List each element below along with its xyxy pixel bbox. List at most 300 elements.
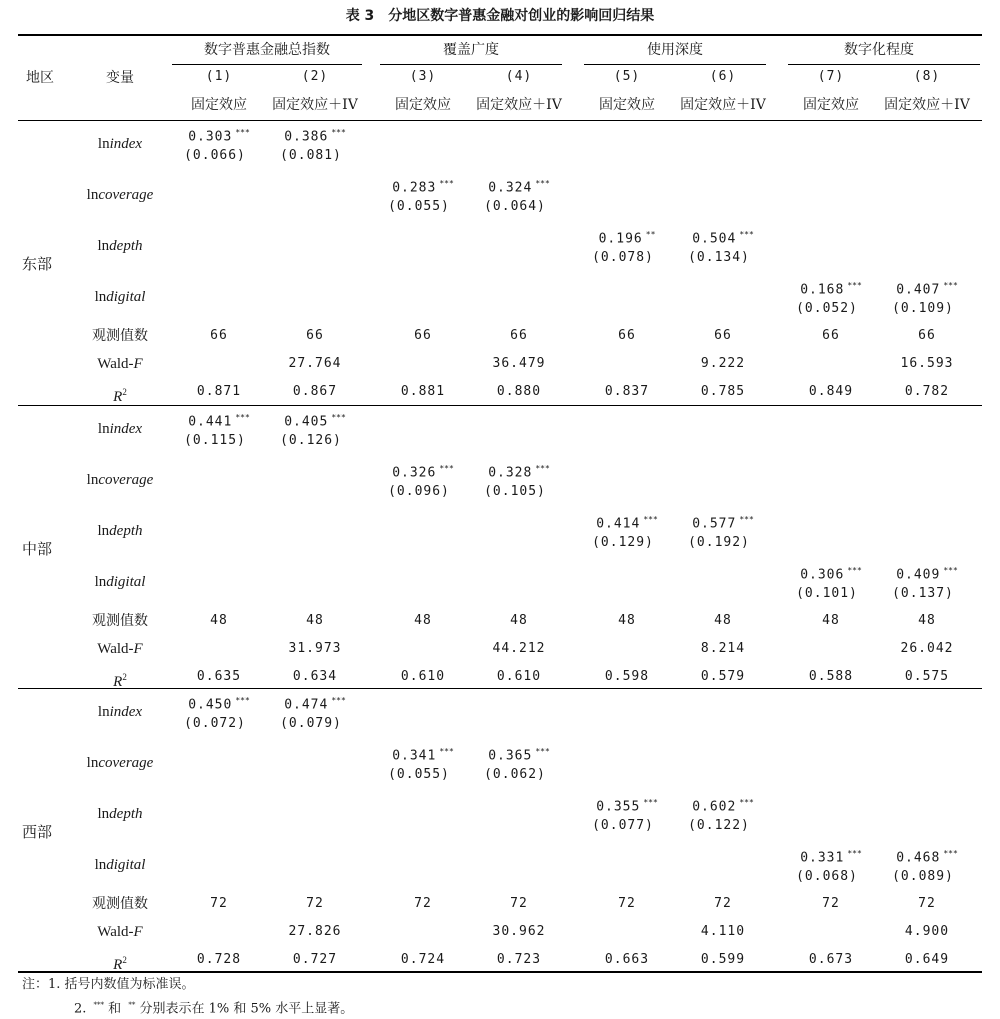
column-number-label: (3): [409, 69, 437, 84]
standard-error: [160, 715, 270, 733]
ln-prefix: ln: [94, 574, 107, 590]
coefficient-value: 0.450: [188, 697, 233, 713]
variable-digital: [60, 856, 180, 874]
observations-value: 72: [918, 896, 936, 911]
significance-stars: ***: [847, 281, 862, 290]
column-method-label: 固定效应: [803, 97, 859, 113]
coefficient-value: 0.414: [596, 516, 641, 532]
coefficient: [464, 743, 574, 765]
coefficient: [260, 409, 370, 431]
label-observations: [60, 327, 180, 345]
label-observations: [60, 612, 180, 630]
group-header-4: [779, 41, 979, 59]
significance-stars: ***: [535, 464, 550, 473]
header-variable: [80, 69, 160, 87]
coefficient: [260, 124, 370, 146]
r-squared-cell: [678, 383, 768, 401]
r-superscript: 2: [122, 672, 127, 682]
wald-f-cell: [474, 923, 564, 941]
r-squared-cell: [474, 383, 564, 401]
column-method-7: [776, 96, 886, 114]
note-prefix: 2.: [74, 1001, 91, 1017]
coefficient: [668, 511, 778, 533]
column-number-5: [582, 68, 672, 86]
column-method-label: 固定效应＋IV: [476, 97, 562, 113]
header-region: [10, 69, 70, 87]
column-number-label: (2): [301, 69, 329, 84]
wald-f-value: 44.212: [492, 641, 546, 656]
variable-coverage: [60, 186, 180, 204]
r-squared-value: 0.663: [604, 952, 650, 967]
coefficient: [776, 277, 886, 299]
standard-error: [460, 766, 570, 784]
wald-f-cell: [882, 355, 972, 373]
standard-error-value: (0.064): [484, 199, 546, 214]
observations-value: 66: [210, 328, 228, 343]
observations-cell: [270, 612, 360, 630]
r-squared-value: 0.727: [292, 952, 338, 967]
coefficient-value: 0.409: [896, 567, 941, 583]
variable-depth: [60, 805, 180, 823]
wald-f-value: 36.479: [492, 356, 546, 371]
r-squared-value: 0.871: [196, 384, 242, 399]
standard-error-value: (0.096): [388, 484, 450, 499]
variable-digital: [60, 573, 180, 591]
observations-value: 72: [822, 896, 840, 911]
significance-stars: ***: [943, 281, 958, 290]
variable-digital: [60, 288, 180, 306]
significance-stars: ***: [739, 798, 754, 807]
standard-error: [256, 715, 366, 733]
r-squared-cell: [786, 383, 876, 401]
wald-f-value: 4.110: [700, 924, 746, 939]
significance-stars: ***: [235, 696, 250, 705]
header-region-label: 地区: [26, 70, 54, 86]
standard-error-value: (0.068): [796, 869, 858, 884]
variable-name: index: [109, 136, 143, 152]
observations-value: 48: [822, 613, 840, 628]
significance-stars: ***: [235, 413, 250, 422]
coefficient-value: 0.441: [188, 414, 233, 430]
r-squared-cell: [882, 383, 972, 401]
r-squared-value: 0.610: [496, 669, 542, 684]
column-number-label: (6): [709, 69, 737, 84]
column-method-label: 固定效应: [191, 97, 247, 113]
observations-cell: [786, 895, 876, 913]
standard-error: [256, 147, 366, 165]
observations-value: 72: [306, 896, 324, 911]
note-line-1: [22, 976, 195, 994]
region-name: 西部: [22, 823, 53, 841]
standard-error-value: (0.062): [484, 767, 546, 782]
standard-error-value: (0.126): [280, 433, 342, 448]
column-method-5: [572, 96, 682, 114]
observations-cell: [786, 612, 876, 630]
observations-value: 66: [822, 328, 840, 343]
significance-stars: ***: [331, 128, 346, 137]
observations-cell: [882, 327, 972, 345]
label-wald-f: [60, 923, 180, 941]
observations-cell: [582, 327, 672, 345]
table-title: 表 3 分地区数字普惠金融对创业的影响回归结果: [345, 8, 655, 24]
ln-prefix: ln: [97, 523, 110, 539]
group-label: 使用深度: [647, 42, 703, 58]
coefficient: [164, 124, 274, 146]
variable-depth: [60, 522, 180, 540]
observations-value: 48: [210, 613, 228, 628]
observations-cell: [474, 612, 564, 630]
significance-stars: ***: [535, 179, 550, 188]
wald-f-letter: F: [133, 924, 143, 940]
column-method-4: [464, 96, 574, 114]
observations-cell: [882, 612, 972, 630]
standard-error-value: (0.137): [892, 586, 954, 601]
r-squared-value: 0.723: [496, 952, 542, 967]
column-method-1: [164, 96, 274, 114]
variable-name: depth: [109, 238, 143, 254]
observations-value: 48: [414, 613, 432, 628]
r-squared-value: 0.782: [904, 384, 950, 399]
coefficient-value: 0.328: [488, 465, 533, 481]
variable-name: index: [109, 421, 143, 437]
r-squared-cell: [270, 668, 360, 686]
standard-error: [772, 585, 882, 603]
wald-f-value: 27.764: [288, 356, 342, 371]
wald-f-value: 26.042: [900, 641, 954, 656]
observations-value: 66: [918, 328, 936, 343]
standard-error: [568, 534, 678, 552]
observations-cell: [582, 612, 672, 630]
ln-prefix: ln: [94, 289, 107, 305]
standard-error-value: (0.079): [280, 716, 342, 731]
r-squared-value: 0.635: [196, 669, 242, 684]
observations-cell: [174, 895, 264, 913]
coefficient: [572, 511, 682, 533]
coefficient: [572, 226, 682, 248]
wald-f-value: 9.222: [700, 356, 746, 371]
standard-error: [460, 198, 570, 216]
standard-error-value: (0.078): [592, 250, 654, 265]
coefficient-value: 0.365: [488, 748, 533, 764]
r-squared-cell: [174, 951, 264, 969]
wald-f-cell: [270, 923, 360, 941]
observations-value: 66: [510, 328, 528, 343]
significance-stars: ***: [739, 230, 754, 239]
significance-stars: **: [645, 230, 656, 239]
region-label: [22, 821, 52, 842]
wald-f-cell: [270, 355, 360, 373]
coefficient: [368, 175, 478, 197]
variable-name: depth: [109, 806, 143, 822]
coefficient-value: 0.407: [896, 282, 941, 298]
observations-value: 72: [414, 896, 432, 911]
coefficient: [668, 794, 778, 816]
coefficient-value: 0.355: [596, 799, 641, 815]
observations-cell: [678, 327, 768, 345]
r-squared-value: 0.610: [400, 669, 446, 684]
significance-stars: ***: [847, 849, 862, 858]
coefficient: [164, 409, 274, 431]
observations-cell: [882, 895, 972, 913]
group-header-2: [371, 41, 571, 59]
significance-stars: ***: [331, 696, 346, 705]
column-number-2: [270, 68, 360, 86]
r-squared-cell: [786, 668, 876, 686]
column-method-2: [260, 96, 370, 114]
ln-prefix: ln: [97, 421, 110, 437]
r-squared-value: 0.599: [700, 952, 746, 967]
wald-prefix: Wald-: [97, 356, 134, 372]
wald-f-value: 31.973: [288, 641, 342, 656]
significance-stars: ***: [739, 515, 754, 524]
wald-f-cell: [882, 640, 972, 658]
standard-error: [160, 147, 270, 165]
significance-stars: ***: [439, 747, 454, 756]
ln-prefix: ln: [97, 136, 110, 152]
observations-cell: [474, 895, 564, 913]
significance-stars: ***: [847, 566, 862, 575]
significance-stars: ***: [535, 747, 550, 756]
observations-value: 48: [618, 613, 636, 628]
coefficient: [872, 277, 982, 299]
coefficient: [872, 562, 982, 584]
group-header-1: [167, 41, 367, 59]
r-letter: R: [113, 389, 123, 405]
group-underline-4: [788, 64, 980, 65]
significance-stars: ***: [235, 128, 250, 137]
coefficient: [572, 794, 682, 816]
variable-name: coverage: [98, 472, 154, 488]
r-squared-cell: [582, 383, 672, 401]
column-method-label: 固定效应＋IV: [680, 97, 766, 113]
observations-value: 66: [714, 328, 732, 343]
coefficient-value: 0.504: [692, 231, 737, 247]
r-squared-value: 0.837: [604, 384, 650, 399]
group-underline-3: [584, 64, 766, 65]
r-squared-value: 0.634: [292, 669, 338, 684]
r-squared-cell: [378, 951, 468, 969]
significance-stars: ***: [331, 413, 346, 422]
label-r-squared: [60, 951, 180, 974]
standard-error-value: (0.122): [688, 818, 750, 833]
observations-label: 观测值数: [92, 613, 148, 629]
column-number-8: [882, 68, 972, 86]
r-squared-value: 0.673: [808, 952, 854, 967]
standard-error: [868, 868, 978, 886]
coefficient: [164, 692, 274, 714]
significance-stars: ***: [643, 515, 658, 524]
observations-cell: [474, 327, 564, 345]
ln-prefix: ln: [94, 857, 107, 873]
wald-f-value: 4.900: [904, 924, 950, 939]
column-number-3: [378, 68, 468, 86]
r-squared-cell: [378, 668, 468, 686]
region-name: 中部: [22, 540, 53, 558]
column-number-label: (8): [913, 69, 941, 84]
standard-error-value: (0.089): [892, 869, 954, 884]
significance-stars: ***: [943, 566, 958, 575]
r-squared-value: 0.575: [904, 669, 950, 684]
wald-f-cell: [474, 355, 564, 373]
observations-value: 72: [618, 896, 636, 911]
observations-value: 72: [210, 896, 228, 911]
standard-error: [868, 300, 978, 318]
group-label: 数字普惠金融总指数: [204, 42, 330, 58]
column-number-label: (1): [205, 69, 233, 84]
coefficient-value: 0.168: [800, 282, 845, 298]
r-letter: R: [113, 957, 123, 973]
column-method-label: 固定效应＋IV: [884, 97, 970, 113]
coefficient: [464, 175, 574, 197]
observations-cell: [378, 327, 468, 345]
observations-value: 66: [306, 328, 324, 343]
variable-name: digital: [106, 289, 146, 305]
wald-f-cell: [678, 923, 768, 941]
standard-error-value: (0.109): [892, 301, 954, 316]
column-number-label: (7): [817, 69, 845, 84]
column-method-8: [872, 96, 982, 114]
label-wald-f: [60, 640, 180, 658]
group-underline-2: [380, 64, 562, 65]
coefficient: [260, 692, 370, 714]
standard-error: [364, 766, 474, 784]
r-letter: R: [113, 674, 123, 690]
group-label: 覆盖广度: [443, 42, 499, 58]
column-number-6: [678, 68, 768, 86]
variable-depth: [60, 237, 180, 255]
coefficient-value: 0.306: [800, 567, 845, 583]
wald-f-cell: [882, 923, 972, 941]
observations-value: 72: [714, 896, 732, 911]
note-text-1: 注：1. 括号内数值为标准误。: [22, 977, 195, 992]
standard-error: [568, 817, 678, 835]
coefficient-value: 0.331: [800, 850, 845, 866]
note-mid: 和: [104, 1001, 126, 1017]
standard-error: [460, 483, 570, 501]
standard-error: [664, 817, 774, 835]
r-squared-cell: [474, 951, 564, 969]
coefficient: [872, 845, 982, 867]
region-label: [22, 253, 52, 274]
observations-label: 观测值数: [92, 896, 148, 912]
ln-prefix: ln: [86, 187, 99, 203]
standard-error: [256, 432, 366, 450]
column-method-label: 固定效应＋IV: [272, 97, 358, 113]
r-superscript: 2: [122, 387, 127, 397]
standard-error-value: (0.134): [688, 250, 750, 265]
standard-error: [664, 249, 774, 267]
observations-cell: [678, 612, 768, 630]
standard-error: [868, 585, 978, 603]
group-header-3: [575, 41, 775, 59]
column-method-label: 固定效应: [395, 97, 451, 113]
standard-error-value: (0.192): [688, 535, 750, 550]
ln-prefix: ln: [97, 238, 110, 254]
observations-value: 48: [714, 613, 732, 628]
label-r-squared: [60, 668, 180, 691]
coefficient: [668, 226, 778, 248]
observations-cell: [582, 895, 672, 913]
coefficient-value: 0.405: [284, 414, 329, 430]
observations-value: 66: [618, 328, 636, 343]
standard-error-value: (0.052): [796, 301, 858, 316]
observations-cell: [786, 327, 876, 345]
r-squared-value: 0.880: [496, 384, 542, 399]
note-star-3: ***: [93, 1001, 105, 1009]
label-r-squared: [60, 383, 180, 406]
standard-error-value: (0.055): [388, 767, 450, 782]
coefficient-value: 0.196: [598, 231, 643, 247]
r-squared-cell: [174, 383, 264, 401]
significance-stars: ***: [439, 179, 454, 188]
r-squared-cell: [474, 668, 564, 686]
standard-error-value: (0.066): [184, 148, 246, 163]
variable-name: index: [109, 704, 143, 720]
r-superscript: 2: [122, 955, 127, 965]
coefficient-value: 0.341: [392, 748, 437, 764]
observations-value: 72: [510, 896, 528, 911]
label-wald-f: [60, 355, 180, 373]
note-star-2: **: [128, 1001, 136, 1009]
r-squared-cell: [378, 383, 468, 401]
standard-error: [160, 432, 270, 450]
observations-cell: [378, 895, 468, 913]
ln-prefix: ln: [97, 806, 110, 822]
wald-f-value: 16.593: [900, 356, 954, 371]
column-number-1: [174, 68, 264, 86]
coefficient-value: 0.386: [284, 129, 329, 145]
header-rule: [18, 120, 982, 121]
standard-error: [772, 300, 882, 318]
column-number-label: (5): [613, 69, 641, 84]
group-underline-1: [172, 64, 362, 65]
standard-error: [664, 534, 774, 552]
wald-f-cell: [474, 640, 564, 658]
observations-value: 48: [510, 613, 528, 628]
ln-prefix: ln: [86, 755, 99, 771]
standard-error-value: (0.105): [484, 484, 546, 499]
standard-error: [568, 249, 678, 267]
wald-f-letter: F: [133, 641, 143, 657]
significance-stars: ***: [643, 798, 658, 807]
observations-cell: [270, 895, 360, 913]
column-number-label: (4): [505, 69, 533, 84]
r-squared-cell: [678, 668, 768, 686]
variable-name: coverage: [98, 187, 154, 203]
r-squared-value: 0.867: [292, 384, 338, 399]
coefficient-value: 0.474: [284, 697, 329, 713]
r-squared-value: 0.579: [700, 669, 746, 684]
note-suffix: 分别表示在 1% 和 5% 水平上显著。: [135, 1001, 354, 1017]
significance-stars: ***: [439, 464, 454, 473]
variable-coverage: [60, 471, 180, 489]
wald-f-letter: F: [133, 356, 143, 372]
r-squared-cell: [174, 668, 264, 686]
column-method-6: [668, 96, 778, 114]
coefficient-value: 0.326: [392, 465, 437, 481]
coefficient: [368, 460, 478, 482]
coefficient: [776, 562, 886, 584]
standard-error-value: (0.115): [184, 433, 246, 448]
coefficient-value: 0.303: [188, 129, 233, 145]
standard-error-value: (0.081): [280, 148, 342, 163]
top-rule: [18, 34, 982, 36]
column-number-4: [474, 68, 564, 86]
ln-prefix: ln: [97, 704, 110, 720]
r-squared-value: 0.881: [400, 384, 446, 399]
standard-error: [364, 198, 474, 216]
coefficient: [368, 743, 478, 765]
